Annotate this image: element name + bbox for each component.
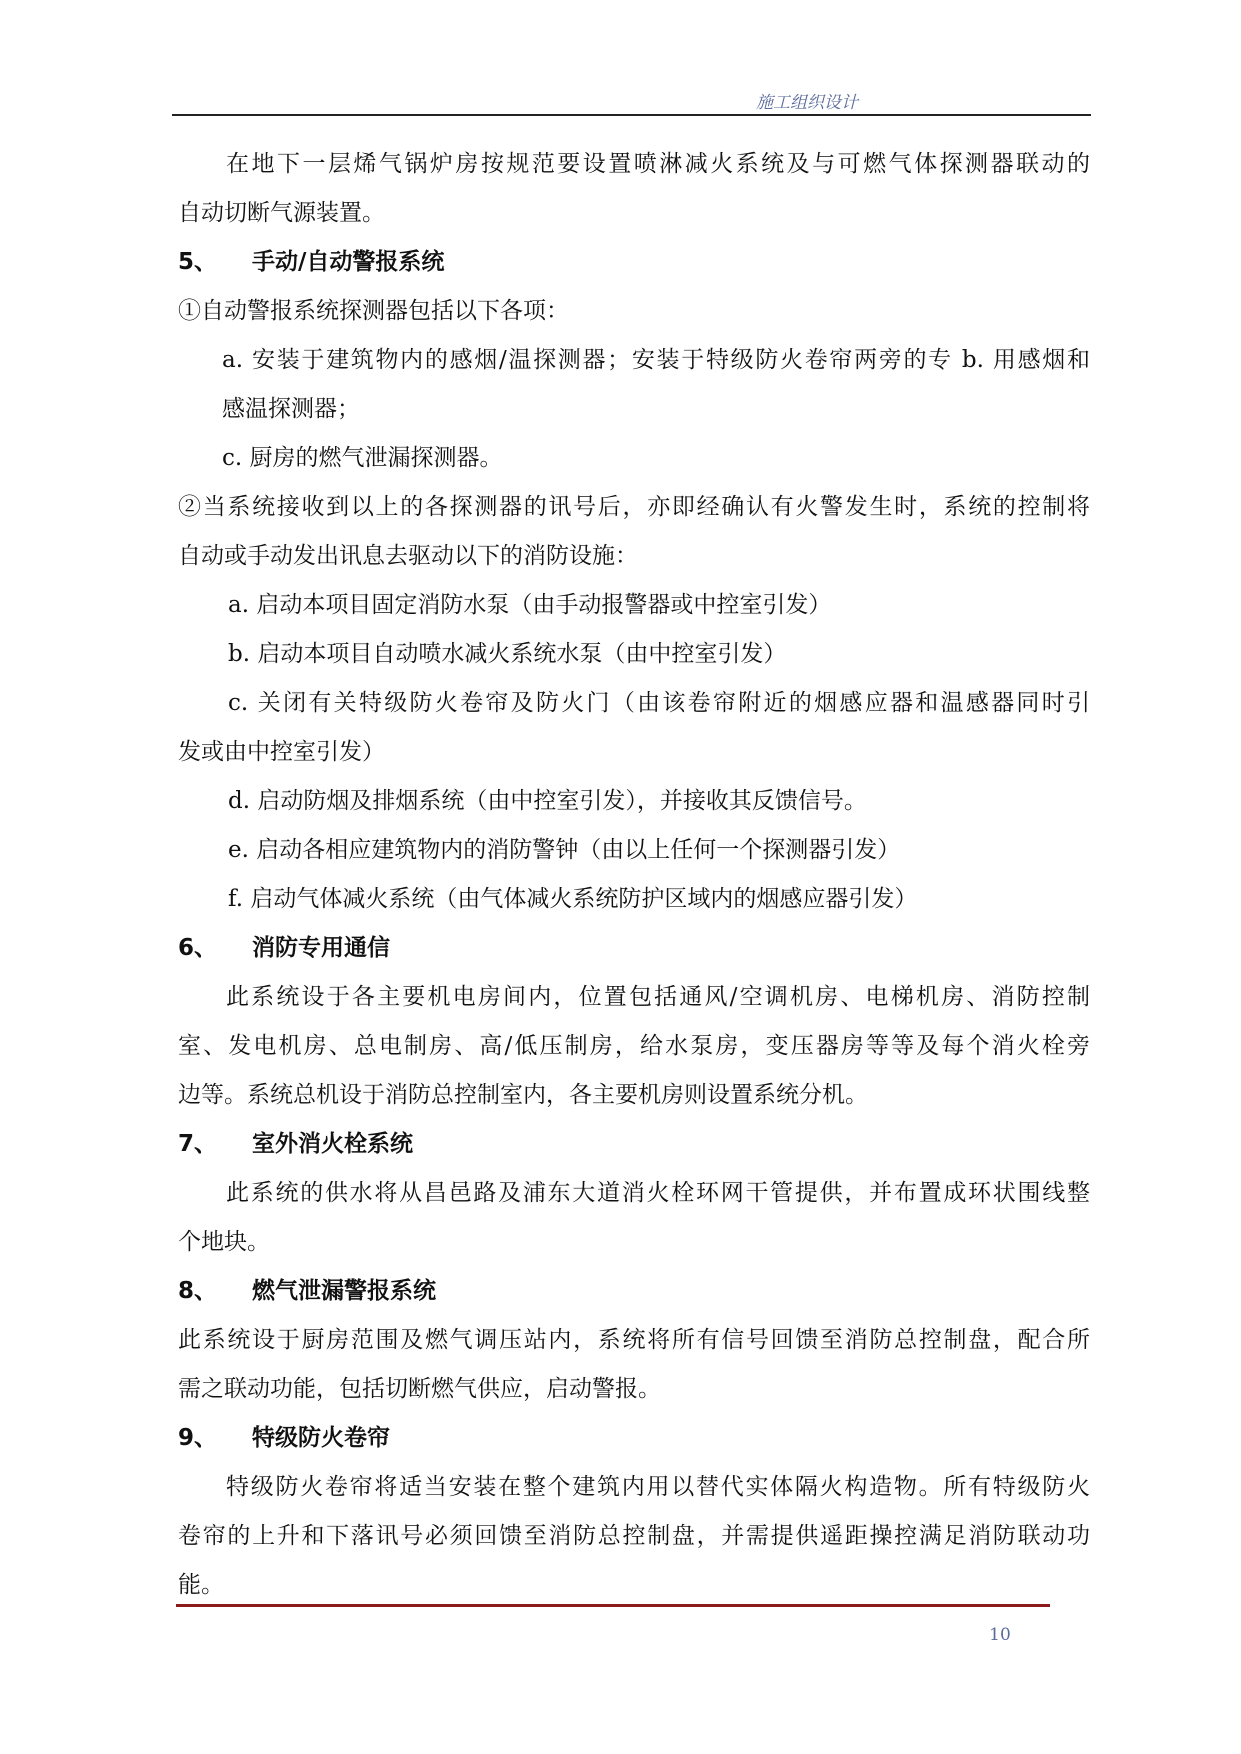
section-number: 8、: [178, 1278, 218, 1304]
list-item: d. 启动防烟及排烟系统（由中控室引发），并接收其反馈信号。: [228, 788, 867, 814]
paragraph-line: 此系统设于厨房范围及燃气调压站内，系统将所有信号回馈至消防总控制盘，配合所: [178, 1327, 1090, 1353]
paragraph-line: 卷帘的上升和下落讯号必须回馈至消防总控制盘，并需提供遥距操控满足消防联动功: [178, 1523, 1090, 1549]
document-body: [178, 140, 1090, 1610]
section-number: 6、: [178, 935, 218, 961]
list-item-continuation: 感温探测器；: [222, 396, 360, 422]
list-item: c. 关闭有关特级防火卷帘及防火门（由该卷帘附近的烟感应器和温感器同时引: [228, 690, 1090, 716]
section-title: 燃气泄漏警报系统: [252, 1278, 436, 1304]
paragraph-line: 此系统设于各主要机电房间内，位置包括通风/空调机房、电梯机房、消防控制: [226, 984, 1090, 1010]
paragraph-line: 此系统的供水将从昌邑路及浦东大道消火栓环网干管提供，并布置成环状围线整: [226, 1180, 1090, 1206]
header-divider: [172, 114, 1091, 116]
paragraph-line: 自动或手动发出讯息去驱动以下的消防设施：: [178, 543, 638, 569]
section-heading-5: [178, 238, 1090, 287]
list-item: b. 启动本项目自动喷水减火系统水泵（由中控室引发）: [228, 641, 787, 667]
section-title: 特级防火卷帘: [252, 1425, 390, 1451]
section-heading-6: [178, 924, 1090, 973]
section-heading-9: [178, 1414, 1090, 1463]
paragraph-line: ①自动警报系统探测器包括以下各项：: [178, 298, 569, 324]
section-title: 手动/自动警报系统: [252, 249, 445, 275]
paragraph-line: 室、发电机房、总电制房、高/低压制房，给水泵房，变压器房等等及每个消火栓旁: [178, 1033, 1090, 1059]
section-heading-7: [178, 1120, 1090, 1169]
section-number: 5、: [178, 249, 218, 275]
list-item: a. 安装于建筑物内的感烟/温探测器；安装于特级防火卷帘两旁的专 b. 用感烟和: [222, 347, 1090, 373]
running-header: 施工组织设计: [756, 93, 858, 113]
page-number: 10: [989, 1625, 1011, 1645]
section-title: 消防专用通信: [252, 935, 390, 961]
footer-divider: [176, 1604, 1050, 1607]
section-number: 7、: [178, 1131, 218, 1157]
section-heading-8: [178, 1267, 1090, 1316]
paragraph-line: 能。: [178, 1572, 224, 1598]
section-number: 9、: [178, 1425, 218, 1451]
list-item: a. 启动本项目固定消防水泵（由手动报警器或中控室引发）: [228, 592, 832, 618]
paragraph-line: 边等。系统总机设于消防总控制室内，各主要机房则设置系统分机。: [178, 1082, 868, 1108]
paragraph-line: ②当系统接收到以上的各探测器的讯号后，亦即经确认有火警发生时，系统的控制将: [178, 494, 1090, 520]
paragraph-line: 特级防火卷帘将适当安装在整个建筑内用以替代实体隔火构造物。所有特级防火: [226, 1474, 1090, 1500]
paragraph-line: 个地块。: [178, 1229, 270, 1255]
list-item: e. 启动各相应建筑物内的消防警钟（由以上任何一个探测器引发）: [228, 837, 901, 863]
list-item-continuation: 发或由中控室引发）: [178, 739, 385, 765]
list-item: f. 启动气体减火系统（由气体减火系统防护区域内的烟感应器引发）: [228, 886, 918, 912]
list-item: c. 厨房的燃气泄漏探测器。: [222, 445, 503, 471]
paragraph-line: 自动切断气源装置。: [178, 200, 385, 226]
paragraph-line: 在地下一层烯气锅炉房按规范要设置喷淋减火系统及与可燃气体探测器联动的: [226, 151, 1090, 177]
paragraph-line: 需之联动功能，包括切断燃气供应，启动警报。: [178, 1376, 661, 1402]
section-title: 室外消火栓系统: [252, 1131, 413, 1157]
